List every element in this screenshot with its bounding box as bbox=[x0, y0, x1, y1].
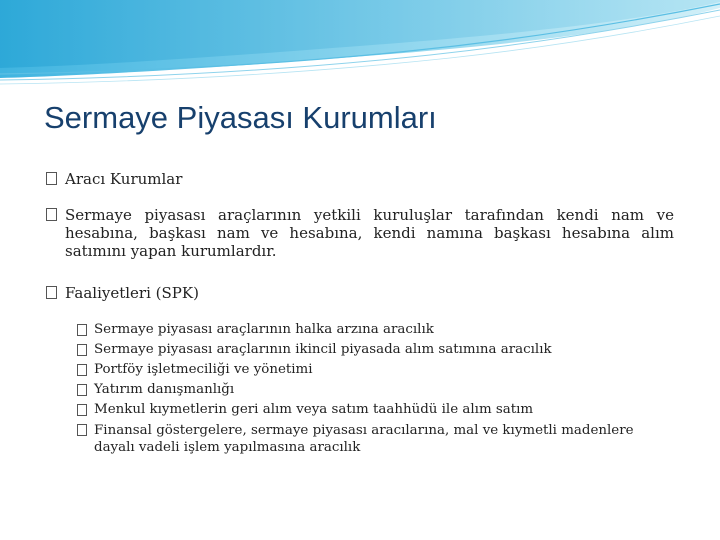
square-box-icon bbox=[77, 424, 87, 436]
sublist-item bbox=[77, 400, 674, 420]
header-wave-decoration bbox=[0, 0, 720, 90]
bullet-text: Sermaye piyasası araçlarının yetkili kuruluşlar tarafından kendi nam ve hesabına, başkası nam ve hesabına, kendi namına başkası hesabına alım satımını yapan kurumlardır. bbox=[65, 206, 674, 260]
square-box-icon bbox=[77, 404, 87, 416]
square-box-icon bbox=[77, 364, 87, 376]
bullet-item-araci-kurumlar bbox=[46, 170, 674, 188]
sublist-item-text: Portföy işletmeciliği ve yönetimi bbox=[94, 362, 313, 377]
bullet-item-faaliyetleri bbox=[46, 284, 674, 302]
sublist-item bbox=[77, 340, 674, 360]
sublist-item-text: Finansal göstergelere, sermaye piyasası aracılarına, mal ve kıymetli madenlere dayalı vadeli işlem yapılmasına aracılık bbox=[94, 423, 634, 455]
bullet-text: Faaliyetleri (SPK) bbox=[65, 284, 199, 302]
square-box-icon bbox=[46, 286, 57, 299]
sublist-item bbox=[77, 360, 674, 380]
sublist-item bbox=[77, 422, 674, 456]
square-box-icon bbox=[46, 172, 57, 185]
square-box-icon bbox=[77, 324, 87, 336]
bullet-item-definition bbox=[46, 206, 674, 260]
sublist-item-text: Sermaye piyasası araçlarının ikincil piyasada alım satımına aracılık bbox=[94, 342, 552, 357]
sublist-item bbox=[77, 380, 674, 400]
sublist-item-text: Sermaye piyasası araçlarının halka arzına aracılık bbox=[94, 322, 434, 337]
bullet-text: Aracı Kurumlar bbox=[65, 170, 183, 188]
square-box-icon bbox=[46, 208, 57, 221]
square-box-icon bbox=[77, 384, 87, 396]
sublist-item bbox=[77, 320, 674, 340]
sublist-item-text: Yatırım danışmanlığı bbox=[94, 382, 235, 397]
sublist-item-text: Menkul kıymetlerin geri alım veya satım taahhüdü ile alım satım bbox=[94, 402, 534, 417]
slide-title: Sermaye Piyasası Kurumları bbox=[44, 100, 437, 135]
activities-sublist bbox=[77, 320, 674, 456]
slide-content bbox=[46, 170, 674, 456]
square-box-icon bbox=[77, 344, 87, 356]
